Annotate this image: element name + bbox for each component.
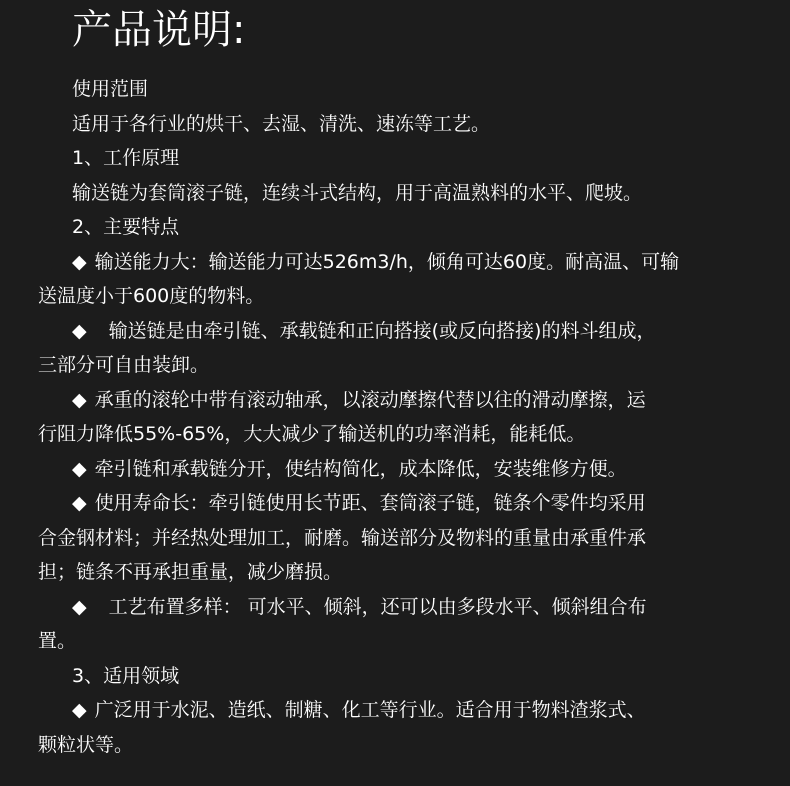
features-heading: 2、主要特点: [72, 216, 180, 238]
field-text-continued: 颗粒状等。: [38, 733, 134, 756]
feature-text-continued: 置。: [38, 630, 77, 652]
field-item-applications: [38, 693, 760, 762]
feature-text: 输送能力大：输送能力可达526m3/h，倾角可达60度。耐高温、可输: [94, 250, 680, 273]
fields-heading: 3、适用领域: [72, 664, 180, 687]
scope-text: 适用于各行业的烘干、去湿、清洗、速冻等工艺。: [72, 112, 491, 135]
page-title: 产品说明:: [72, 7, 246, 53]
principle-heading: 1、工作原理: [72, 147, 180, 169]
feature-text: 使用寿命长：牵引链使用长节距、套筒滚子链，链条个零件均采用: [94, 492, 646, 514]
diamond-bullet-icon: ◆: [72, 492, 87, 514]
principle-text: 输送链为套筒滚子链，连续斗式结构，用于高温熟料的水平、爬坡。: [72, 181, 643, 204]
feature-item-long-life: [38, 486, 760, 590]
diamond-bullet-icon: ◆: [72, 595, 87, 618]
feature-text: 输送链是由牵引链、承载链和正向搭接(或反向搭接)的料斗组成，: [108, 319, 656, 342]
diamond-bullet-icon: ◆: [72, 388, 87, 411]
feature-item-rolling-bearing: [38, 383, 760, 452]
scope-heading: 使用范围: [72, 78, 149, 100]
diamond-bullet-icon: ◆: [72, 319, 87, 342]
feature-text-continued: 担；链条不再承担重量，减少磨损。: [38, 561, 343, 583]
feature-text-continued: 行阻力降低55%-65%，大大减少了输送机的功率消耗，能耗低。: [38, 423, 586, 445]
diamond-bullet-icon: ◆: [72, 699, 87, 721]
feature-text-continued: 送温度小于600度的物料。: [38, 285, 265, 307]
feature-text: 工艺布置多样： 可水平、倾斜，还可以由多段水平、倾斜组合布: [108, 595, 647, 618]
feature-text-continued: 合金钢材料；并经热处理加工，耐磨。输送部分及物料的重量由承重件承: [38, 526, 647, 549]
feature-text: 承重的滚轮中带有滚动轴承，以滚动摩擦代替以往的滑动摩擦，运: [94, 388, 646, 411]
feature-item-flexible-layout: [38, 590, 760, 659]
feature-item-capacity: [38, 245, 760, 314]
field-text: 广泛用于水泥、造纸、制糖、化工等行业。适合用于物料渣浆式、: [94, 699, 646, 721]
feature-item-separate-chains: [38, 452, 760, 487]
feature-text-continued: 三部分可自由装卸。: [38, 354, 210, 376]
feature-item-chain-structure: [38, 314, 760, 383]
diamond-bullet-icon: ◆: [72, 457, 87, 480]
diamond-bullet-icon: ◆: [72, 250, 87, 273]
feature-text: 牵引链和承载链分开，使结构简化，成本降低，安装维修方便。: [94, 457, 627, 480]
product-description: [38, 72, 760, 762]
